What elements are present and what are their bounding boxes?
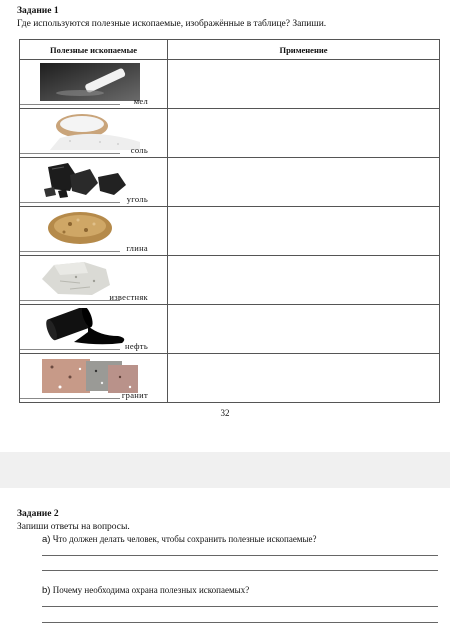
task1-question: Где используются полезные ископаемые, изображённые в таблице? Запиши. — [17, 19, 327, 29]
mineral-name: нефть — [124, 341, 148, 351]
mineral-name: глина — [126, 243, 148, 253]
underline — [20, 300, 120, 301]
question-a — [42, 534, 317, 545]
question-b — [42, 585, 249, 596]
underline — [20, 349, 120, 350]
usage-cell[interactable] — [168, 256, 440, 305]
answer-line-b2[interactable] — [42, 622, 438, 623]
question-letter: a) — [42, 534, 51, 545]
coal-image — [40, 161, 140, 199]
page-gap — [0, 452, 450, 488]
header-usage: Применение — [168, 40, 440, 60]
page-number: 32 — [220, 408, 230, 418]
answer-line-a1[interactable] — [42, 555, 438, 556]
page-2 — [0, 488, 450, 636]
table-row — [20, 256, 440, 305]
table-row — [20, 60, 440, 109]
salt-image — [40, 112, 140, 150]
minerals-table — [19, 39, 440, 403]
chalk-image — [40, 63, 140, 101]
table-row — [20, 207, 440, 256]
mineral-name: гранит — [121, 390, 148, 400]
task2-title: Задание 2 — [17, 509, 59, 519]
task2-instruction: Запиши ответы на вопросы. — [17, 522, 130, 532]
header-minerals: Полезные ископаемые — [20, 40, 168, 60]
answer-line-a2[interactable] — [42, 570, 438, 571]
table-row — [20, 354, 440, 403]
question-text: Почему необходима охрана полезных ископаемых? — [52, 585, 250, 595]
answer-line-b1[interactable] — [42, 606, 438, 607]
usage-cell[interactable] — [168, 207, 440, 256]
question-letter: b) — [42, 585, 51, 596]
underline — [20, 104, 120, 105]
usage-cell[interactable] — [168, 60, 440, 109]
underline — [20, 202, 120, 203]
mineral-name: соль — [130, 145, 148, 155]
task1-title: Задание 1 — [17, 6, 59, 16]
table-row — [20, 158, 440, 207]
usage-cell[interactable] — [168, 109, 440, 158]
mineral-name: уголь — [126, 194, 148, 204]
clay-image — [40, 210, 140, 248]
underline — [20, 398, 120, 399]
mineral-name: мел — [133, 96, 148, 106]
underline — [20, 153, 120, 154]
question-text: Что должен делать человек, чтобы сохранить полезные ископаемые? — [52, 534, 317, 544]
usage-cell[interactable] — [168, 305, 440, 354]
table-row — [20, 305, 440, 354]
table-row — [20, 109, 440, 158]
usage-cell[interactable] — [168, 354, 440, 403]
underline — [20, 251, 120, 252]
mineral-name: известняк — [109, 292, 148, 302]
usage-cell[interactable] — [168, 158, 440, 207]
